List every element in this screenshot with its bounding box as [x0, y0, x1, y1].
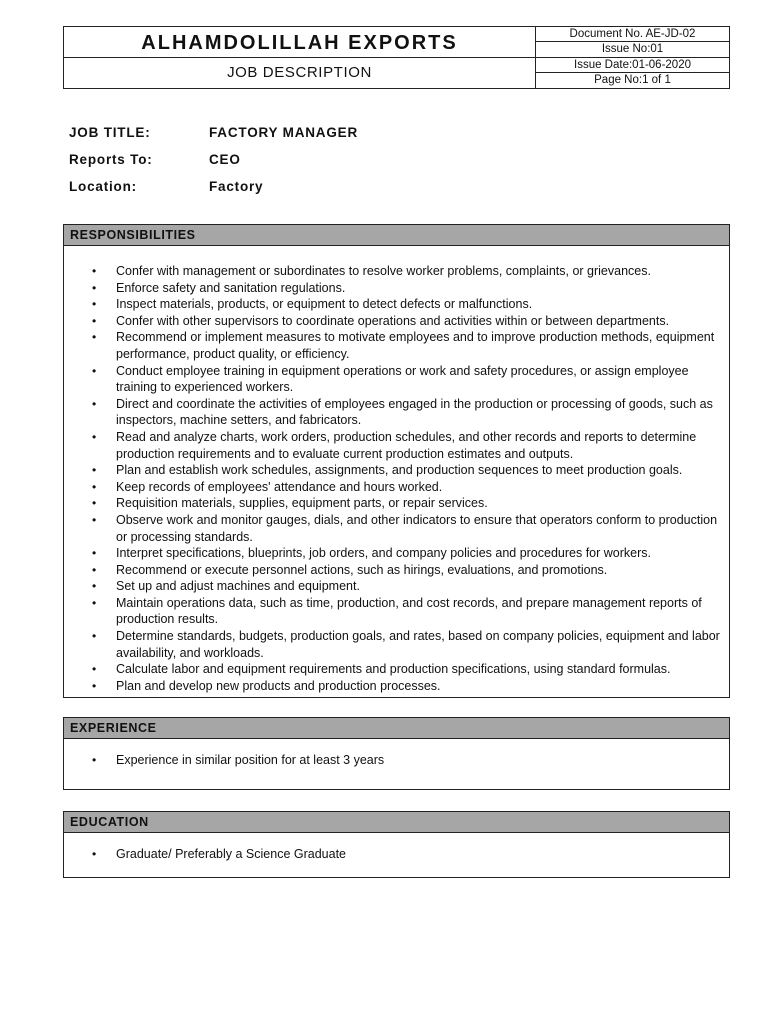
location-value: Factory [209, 179, 264, 194]
bullet-item: • Confer with management or subordinates to resolve worker problems, complaints, or grievances. [64, 263, 729, 280]
experience-list [64, 752, 729, 769]
bullet-item: • Direct and coordinate the activities of employees engaged in the production or processing of goods, such as inspectors, machine setters, and fabricators. [64, 396, 729, 429]
bullet-item: • Determine standards, budgets, production goals, and rates, based on company policies, equipment and labor availability, and workloads. [64, 628, 729, 661]
bullet-item: • Experience in similar position for at least 3 years [64, 752, 729, 769]
bullet-item: • Plan and establish work schedules, assignments, and production sequences to meet production goals. [64, 462, 729, 479]
reports-to-label: Reports To: [69, 152, 153, 167]
bullet-item: • Requisition materials, supplies, equipment parts, or repair services. [64, 495, 729, 512]
bullet-item: • Set up and adjust machines and equipment. [64, 578, 729, 595]
company-name: ALHAMDOLILLAH EXPORTS [64, 27, 535, 58]
responsibilities-list [64, 263, 729, 694]
reports-to-value: CEO [209, 152, 241, 167]
bullet-item: • Graduate/ Preferably a Science Graduate [64, 846, 729, 863]
bullet-item: • Enforce safety and sanitation regulations. [64, 280, 729, 297]
location-label: Location: [69, 179, 137, 194]
job-title-value: FACTORY MANAGER [209, 125, 359, 140]
document-number: Document No. AE-JD-02 [536, 27, 729, 42]
bullet-item: • Keep records of employees' attendance and hours worked. [64, 479, 729, 496]
education-list [64, 846, 729, 863]
document-meta [535, 27, 729, 88]
bullet-item: • Inspect materials, products, or equipment to detect defects or malfunctions. [64, 296, 729, 313]
experience-heading: EXPERIENCE [64, 718, 729, 739]
page-number: Page No:1 of 1 [594, 73, 671, 86]
document-header [63, 26, 730, 89]
bullet-item: • Recommend or execute personnel actions, such as hirings, evaluations, and promotions. [64, 562, 729, 579]
bullet-item: • Observe work and monitor gauges, dials, and other indicators to ensure that operators conform to production or processing standards. [64, 512, 729, 545]
bullet-item: • Maintain operations data, such as time, production, and cost records, and prepare management reports of production results. [64, 595, 729, 628]
responsibilities-heading: RESPONSIBILITIES [64, 225, 729, 246]
issue-date: Issue Date:01-06-2020 [536, 58, 729, 73]
experience-section [63, 717, 730, 790]
job-title-label: JOB TITLE: [69, 125, 151, 140]
bullet-item: • Read and analyze charts, work orders, production schedules, and other records and reports to determine production requirements and to evaluate current production estimates and outputs. [64, 429, 729, 462]
bullet-item: • Interpret specifications, blueprints, job orders, and company policies and procedures for workers. [64, 545, 729, 562]
bullet-item: • Plan and develop new products and production processes. [64, 678, 729, 695]
education-heading: EDUCATION [64, 812, 729, 833]
education-section [63, 811, 730, 878]
bullet-item: • Recommend or implement measures to motivate employees and to improve production methods, equipment performance, product quality, or efficiency. [64, 329, 729, 362]
bullet-item: • Conduct employee training in equipment operations or work and safety procedures, or assign employee training to experienced workers. [64, 363, 729, 396]
responsibilities-section [63, 224, 730, 698]
document-type: JOB DESCRIPTION [227, 64, 372, 81]
bullet-item: • Confer with other supervisors to coordinate operations and activities within or between departments. [64, 313, 729, 330]
bullet-item: • Calculate labor and equipment requirements and production specifications, using standard formulas. [64, 661, 729, 678]
issue-number: Issue No:01 [536, 42, 729, 57]
